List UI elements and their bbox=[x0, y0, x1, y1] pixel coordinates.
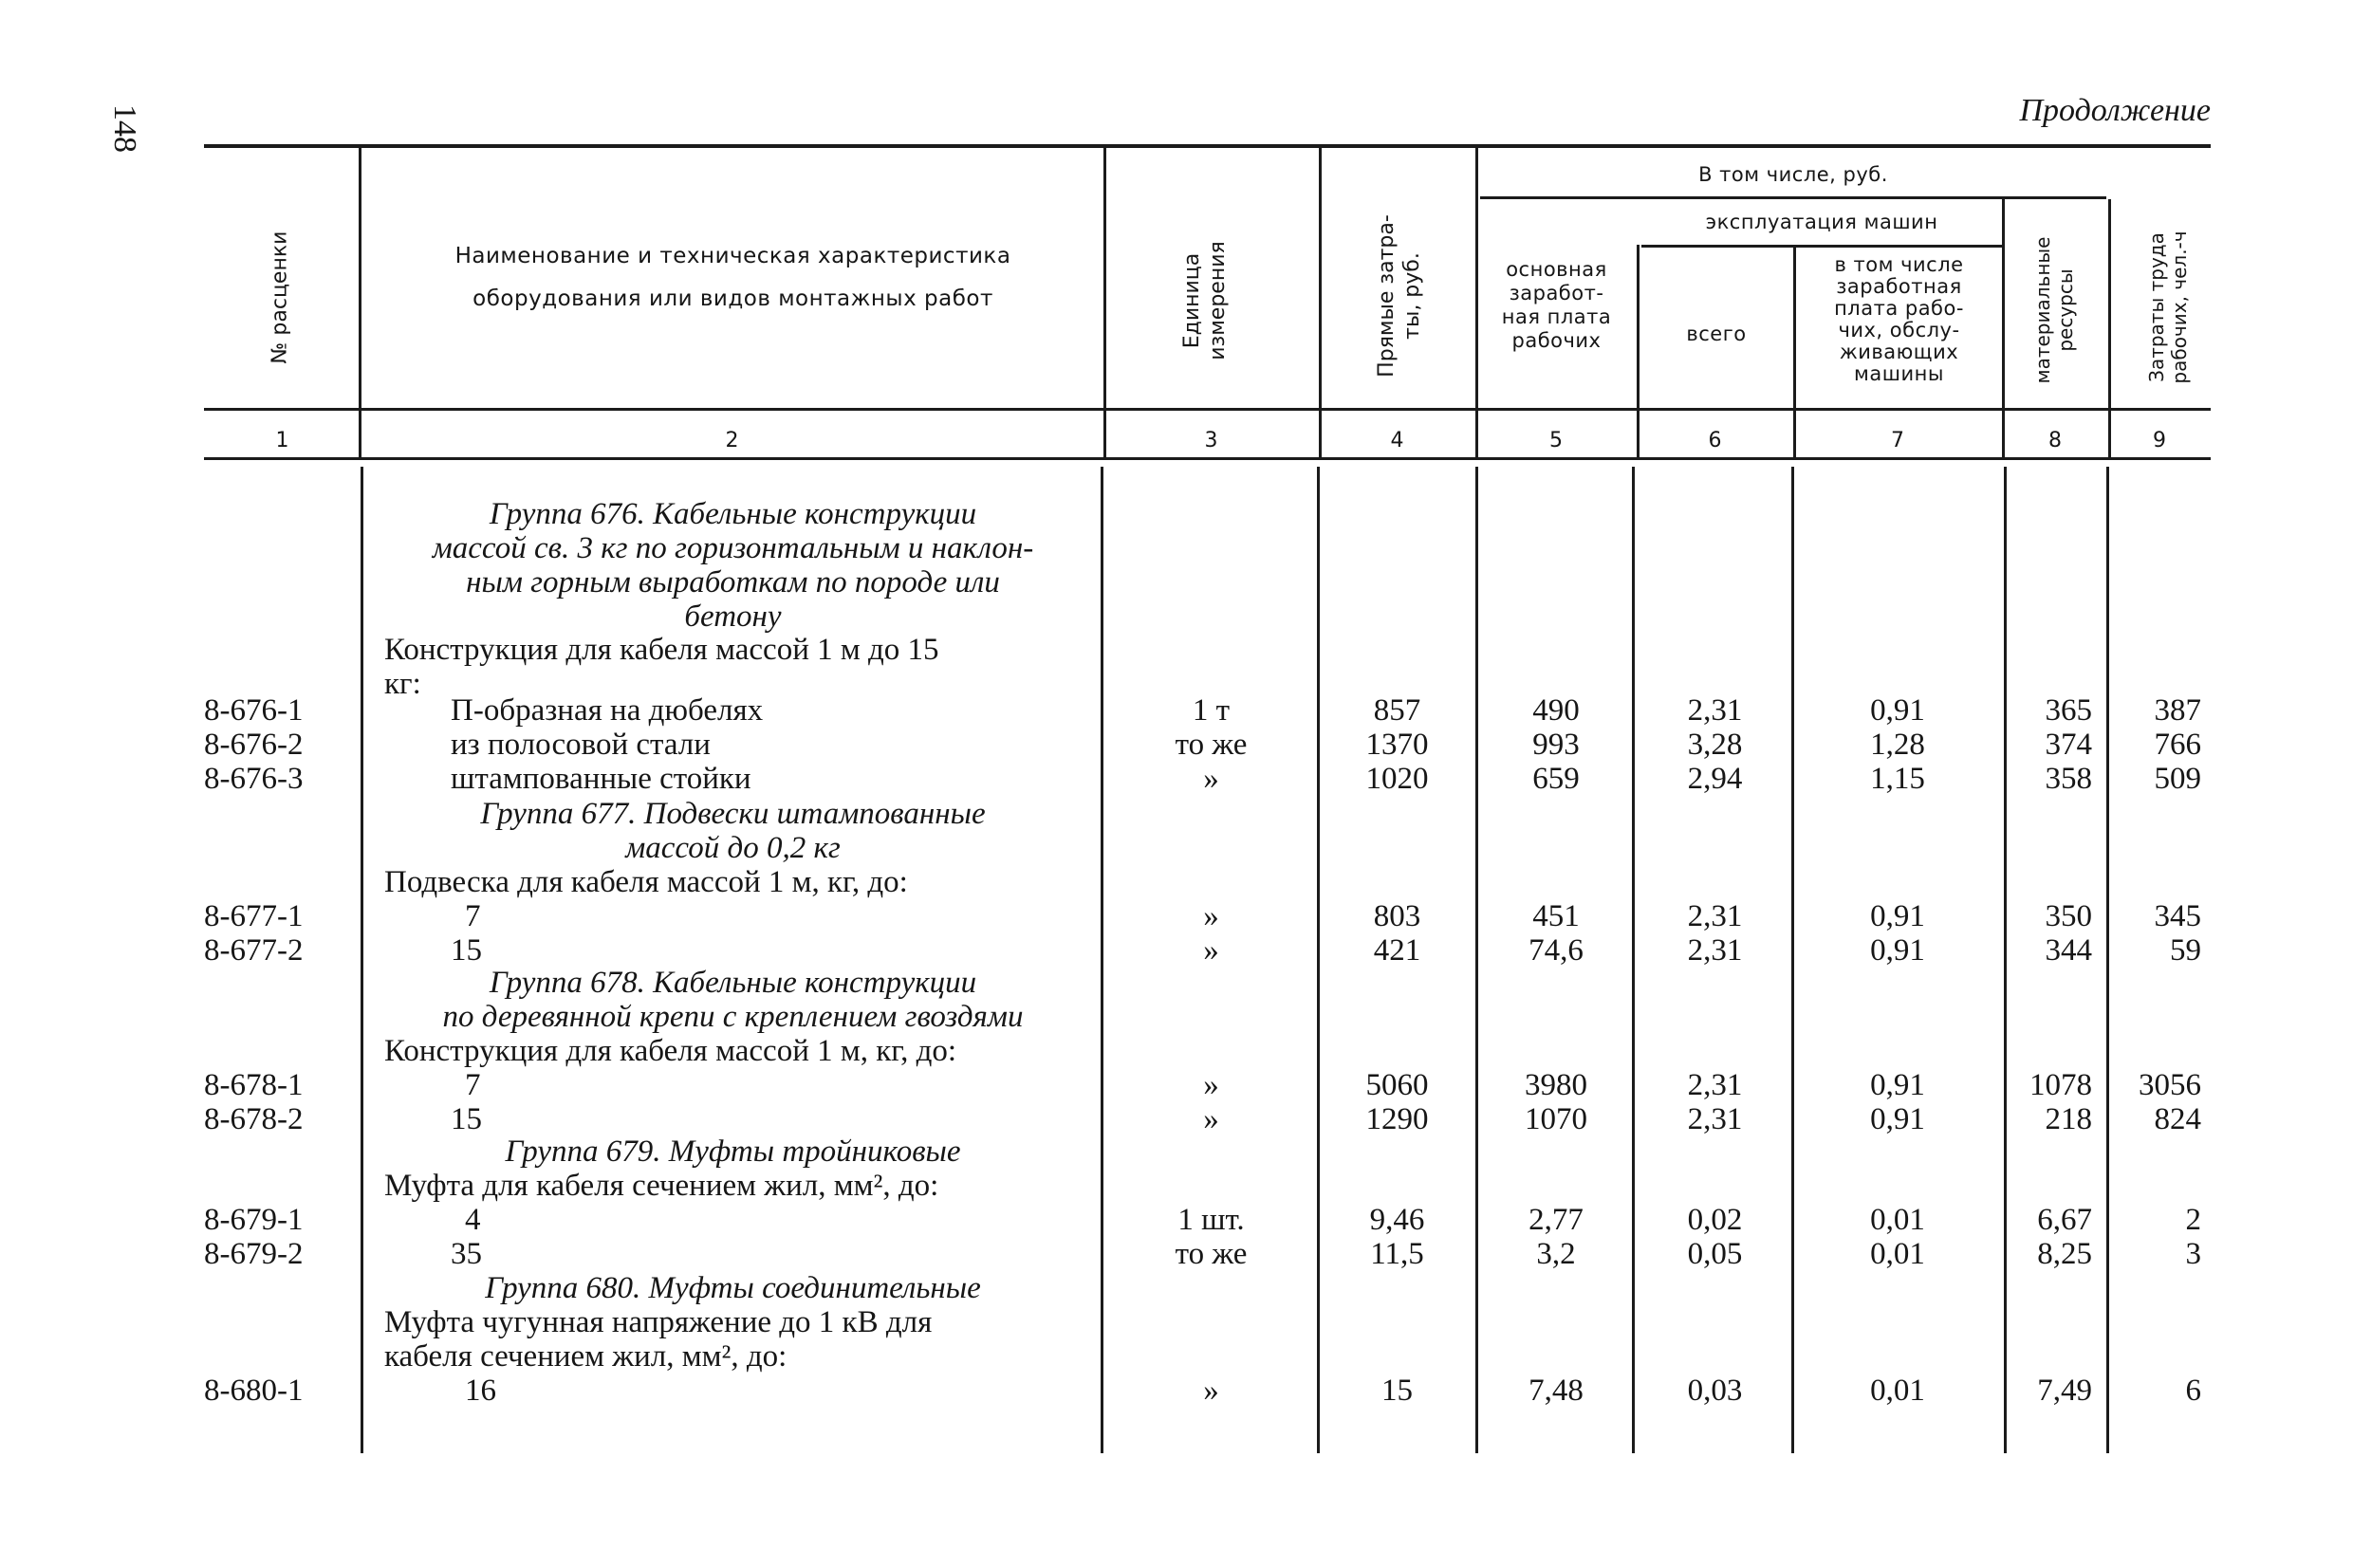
header-col8-line2: ресурсы bbox=[2054, 268, 2077, 352]
group-description: кг: bbox=[384, 667, 421, 701]
row-c6: 2,31 bbox=[1687, 1068, 1743, 1102]
row-c9: 2 bbox=[2185, 1203, 2201, 1237]
header-col2-line2: оборудования или видов монтажных работ bbox=[472, 286, 993, 311]
row-c9: 345 bbox=[2154, 899, 2201, 933]
row-c9: 509 bbox=[2154, 762, 2201, 796]
row-c5: 993 bbox=[1532, 728, 1580, 762]
col-number: 8 bbox=[2048, 429, 2062, 452]
row-code: 8-677-2 bbox=[204, 933, 304, 968]
row-c8: 8,25 bbox=[2037, 1237, 2092, 1271]
table-row bbox=[0, 1237, 2353, 1271]
group-description: Подвеска для кабеля массой 1 м, кг, до: bbox=[384, 865, 908, 899]
header-col-divider bbox=[1319, 148, 1322, 457]
row-unit: » bbox=[1203, 1374, 1219, 1408]
row-c7: 0,01 bbox=[1870, 1203, 1925, 1237]
row-name: 7 bbox=[465, 899, 481, 933]
col-number: 4 bbox=[1390, 429, 1404, 452]
row-c4: 11,5 bbox=[1370, 1237, 1424, 1271]
header-col-divider bbox=[1637, 245, 1640, 457]
group-title-line: Группа 676. Кабельные конструкции bbox=[489, 497, 977, 531]
row-c8: 1078 bbox=[2029, 1068, 2092, 1102]
header-col3 bbox=[1179, 215, 1231, 386]
header-col3-line2: измерения bbox=[1206, 241, 1230, 360]
row-unit: то же bbox=[1175, 728, 1248, 762]
row-c8: 350 bbox=[2045, 899, 2092, 933]
row-code: 8-676-1 bbox=[204, 693, 304, 728]
table-row bbox=[0, 1203, 2353, 1237]
row-c8: 344 bbox=[2045, 933, 2092, 968]
header-col-divider bbox=[1103, 148, 1106, 457]
header-col5-l3: ная плата bbox=[1501, 305, 1612, 328]
header-col5-l1: основная bbox=[1506, 258, 1607, 281]
header-col7-l1: в том числе bbox=[1834, 253, 1964, 276]
table-row bbox=[0, 933, 2353, 968]
row-c7: 1,28 bbox=[1870, 728, 1925, 762]
group-title-line: Группа 678. Кабельные конструкции bbox=[489, 966, 977, 1000]
row-c4: 1290 bbox=[1365, 1102, 1429, 1136]
table-row bbox=[0, 762, 2353, 796]
header-bottom-rule bbox=[204, 408, 2211, 411]
row-c5: 451 bbox=[1532, 899, 1580, 933]
row-c7: 0,91 bbox=[1870, 1102, 1925, 1136]
row-code: 8-676-3 bbox=[204, 762, 304, 796]
top-rule bbox=[204, 144, 2211, 148]
row-c9: 6 bbox=[2185, 1374, 2201, 1408]
table-row bbox=[0, 728, 2353, 762]
row-unit: 1 т bbox=[1192, 693, 1231, 728]
header-machines: эксплуатация машин bbox=[1705, 211, 1938, 233]
row-unit: » bbox=[1203, 1068, 1219, 1102]
col-number: 1 bbox=[275, 429, 289, 452]
page-number: 148 bbox=[107, 104, 142, 153]
row-c8: 7,49 bbox=[2037, 1374, 2092, 1408]
group-title-line: по деревянной крепи с креплением гвоздями bbox=[442, 1000, 1024, 1034]
header-col5-l4: рабочих bbox=[1511, 329, 1602, 352]
table-row bbox=[0, 1374, 2353, 1408]
row-c4: 15 bbox=[1381, 1374, 1413, 1408]
row-unit: » bbox=[1203, 899, 1219, 933]
row-name: штампованные стойки bbox=[451, 762, 751, 796]
header-col4-line1: Прямые затра- bbox=[1375, 214, 1399, 378]
header-col9-line1: Затраты труда bbox=[2145, 232, 2168, 382]
row-unit: » bbox=[1203, 1102, 1219, 1136]
row-c4: 803 bbox=[1373, 899, 1421, 933]
header-col8 bbox=[2031, 234, 2077, 386]
row-c5: 1070 bbox=[1525, 1102, 1587, 1136]
row-c7: 0,01 bbox=[1870, 1374, 1925, 1408]
group-description: Конструкция для кабеля массой 1 м, кг, до: bbox=[384, 1034, 957, 1068]
row-c7: 0,91 bbox=[1870, 899, 1925, 933]
group-title bbox=[370, 966, 1096, 1034]
row-code: 8-676-2 bbox=[204, 728, 304, 762]
header-col7-l5: живающих bbox=[1839, 341, 1959, 363]
group-title bbox=[370, 797, 1096, 865]
header-col7-l6: машины bbox=[1854, 362, 1944, 385]
row-c4: 1020 bbox=[1365, 762, 1429, 796]
row-c8: 6,67 bbox=[2037, 1203, 2092, 1237]
row-c9: 824 bbox=[2154, 1102, 2201, 1136]
row-unit: 1 шт. bbox=[1177, 1203, 1245, 1237]
row-code: 8-678-2 bbox=[204, 1102, 304, 1136]
row-name: 35 bbox=[451, 1237, 482, 1271]
row-c5: 74,6 bbox=[1529, 933, 1584, 968]
row-name: 15 bbox=[451, 933, 482, 968]
row-c8: 218 bbox=[2045, 1102, 2092, 1136]
table-row bbox=[0, 693, 2353, 728]
header-col7 bbox=[1796, 254, 2002, 385]
table-row bbox=[0, 1102, 2353, 1136]
table-row bbox=[0, 1068, 2353, 1102]
row-unit: » bbox=[1203, 933, 1219, 968]
row-c7: 0,91 bbox=[1870, 693, 1925, 728]
row-c9: 3056 bbox=[2139, 1068, 2201, 1102]
header-col4 bbox=[1374, 206, 1425, 386]
row-c4: 1370 bbox=[1365, 728, 1429, 762]
row-c6: 0,03 bbox=[1687, 1374, 1743, 1408]
row-c9: 387 bbox=[2154, 693, 2201, 728]
header-col-divider bbox=[2002, 199, 2005, 457]
row-c8: 374 bbox=[2045, 728, 2092, 762]
machines-rule bbox=[1641, 245, 2002, 248]
row-name: 15 bbox=[451, 1102, 482, 1136]
row-c8: 365 bbox=[2045, 693, 2092, 728]
row-c6: 2,94 bbox=[1687, 762, 1743, 796]
row-c9: 3 bbox=[2185, 1237, 2201, 1271]
group-title: Группа 680. Муфты соединительные bbox=[485, 1271, 981, 1305]
row-c6: 2,31 bbox=[1687, 899, 1743, 933]
row-c9: 766 bbox=[2154, 728, 2201, 762]
row-c5: 3,2 bbox=[1536, 1237, 1576, 1271]
group-description: Муфта для кабеля сечением жил, мм², до: bbox=[384, 1169, 939, 1203]
row-c5: 7,48 bbox=[1529, 1374, 1584, 1408]
row-code: 8-679-2 bbox=[204, 1237, 304, 1271]
row-code: 8-680-1 bbox=[204, 1374, 304, 1408]
header-col5 bbox=[1478, 258, 1635, 353]
header-col1: № расценки bbox=[268, 231, 292, 364]
row-name: 7 bbox=[465, 1068, 481, 1102]
row-unit: то же bbox=[1175, 1237, 1248, 1271]
group-title-line: ным горным выработкам по породе или bbox=[466, 565, 1000, 600]
row-c6: 2,31 bbox=[1687, 1102, 1743, 1136]
header-col6: всего bbox=[1686, 323, 1747, 345]
header-incl: В том числе, руб. bbox=[1698, 163, 1888, 186]
col-number: 2 bbox=[725, 429, 739, 452]
row-name: из полосовой стали bbox=[451, 728, 711, 762]
row-c5: 3980 bbox=[1525, 1068, 1587, 1102]
row-c5: 659 bbox=[1532, 762, 1580, 796]
row-c5: 490 bbox=[1532, 693, 1580, 728]
col-number: 5 bbox=[1549, 429, 1563, 452]
row-c7: 0,91 bbox=[1870, 1068, 1925, 1102]
header-col8-line1: материальные bbox=[2031, 236, 2054, 384]
col-number: 6 bbox=[1708, 429, 1722, 452]
group-title-line: Группа 677. Подвески штампованные bbox=[480, 797, 986, 831]
row-code: 8-679-1 bbox=[204, 1203, 304, 1237]
group-description: кабеля сечением жил, мм², до: bbox=[384, 1339, 787, 1374]
row-c9: 59 bbox=[2170, 933, 2201, 968]
row-c4: 421 bbox=[1373, 933, 1421, 968]
header-col7-l3: плата рабо- bbox=[1834, 297, 1964, 320]
row-code: 8-677-1 bbox=[204, 899, 304, 933]
row-c4: 9,46 bbox=[1369, 1203, 1425, 1237]
group-title-line: массой до 0,2 кг bbox=[625, 831, 841, 865]
header-col5-l2: заработ- bbox=[1509, 282, 1604, 304]
group-description: Конструкция для кабеля массой 1 м до 15 bbox=[384, 633, 939, 667]
row-name: 4 bbox=[465, 1203, 481, 1237]
row-code: 8-678-1 bbox=[204, 1068, 304, 1102]
row-unit: » bbox=[1203, 762, 1219, 796]
row-c6: 0,05 bbox=[1687, 1237, 1743, 1271]
header-col-divider bbox=[2108, 199, 2111, 457]
group-title-line: массой св. 3 кг по горизонтальным и наклон- bbox=[432, 531, 1034, 565]
row-c4: 857 bbox=[1373, 693, 1421, 728]
header-col2-line1: Наименование и техническая характеристика bbox=[454, 244, 1011, 268]
row-c6: 0,02 bbox=[1687, 1203, 1743, 1237]
row-c5: 2,77 bbox=[1529, 1203, 1584, 1237]
header-col9 bbox=[2145, 208, 2191, 407]
row-c8: 358 bbox=[2045, 762, 2092, 796]
header-col3-line1: Единица bbox=[1180, 252, 1204, 349]
col-number: 9 bbox=[2153, 429, 2166, 452]
row-name: 16 bbox=[465, 1374, 496, 1408]
table-row bbox=[0, 899, 2353, 933]
header-col-divider bbox=[359, 148, 361, 457]
group-description: Муфта чугунная напряжение до 1 кВ для bbox=[384, 1305, 933, 1339]
header-col7-l4: чих, обслу- bbox=[1838, 319, 1960, 341]
col-number: 3 bbox=[1204, 429, 1218, 452]
row-c7: 1,15 bbox=[1870, 762, 1925, 796]
header-col9-line2: рабочих, чел.-ч bbox=[2168, 231, 2191, 384]
row-c7: 0,91 bbox=[1870, 933, 1925, 968]
header-col7-l2: заработная bbox=[1836, 275, 1962, 298]
row-c6: 2,31 bbox=[1687, 933, 1743, 968]
row-c6: 2,31 bbox=[1687, 693, 1743, 728]
group-title bbox=[370, 497, 1096, 634]
col-number: 7 bbox=[1891, 429, 1904, 452]
group-title: Группа 679. Муфты тройниковые bbox=[505, 1134, 961, 1169]
header-col4-line2: ты, руб. bbox=[1400, 252, 1424, 340]
continuation-label: Продолжение bbox=[2019, 93, 2211, 128]
incl-rule bbox=[1480, 196, 2106, 199]
row-c7: 0,01 bbox=[1870, 1237, 1925, 1271]
group-title-line: бетону bbox=[684, 600, 782, 634]
row-c4: 5060 bbox=[1365, 1068, 1429, 1102]
row-name: П-образная на дюбелях bbox=[451, 693, 764, 728]
row-c6: 3,28 bbox=[1687, 728, 1743, 762]
numbers-bottom-rule bbox=[204, 457, 2211, 460]
